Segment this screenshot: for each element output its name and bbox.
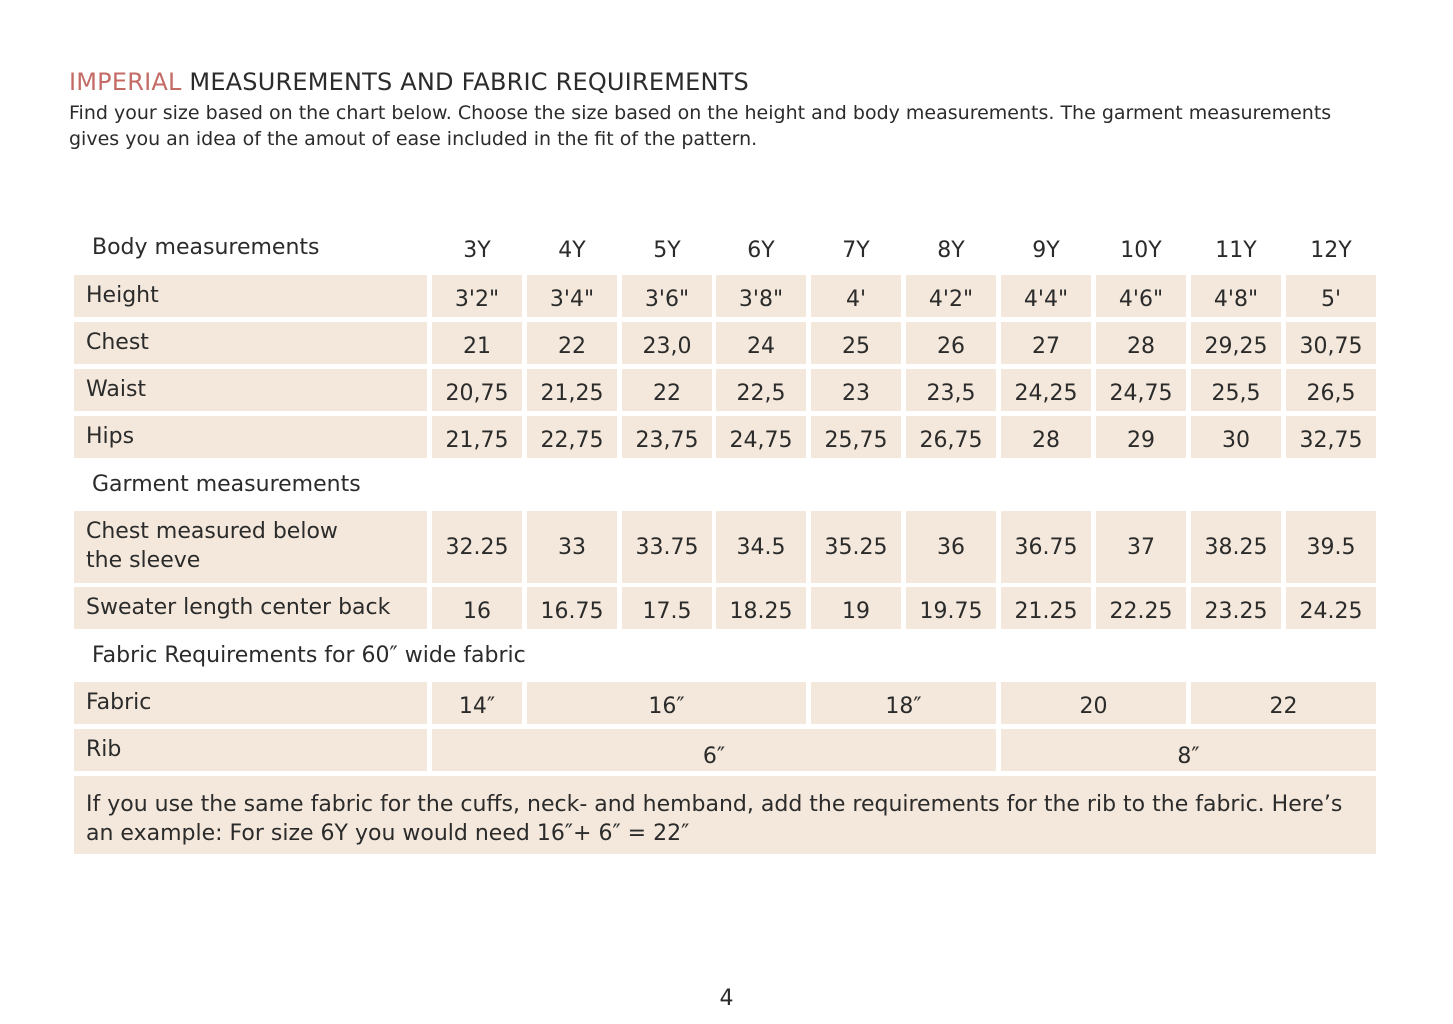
size-header: 8Y	[937, 237, 965, 263]
table-cell: 8″	[1001, 729, 1376, 771]
table-cell: 3'6"	[622, 275, 712, 317]
size-header: 7Y	[842, 237, 870, 263]
row-label: Hips	[74, 416, 427, 458]
table-cell: 23,75	[622, 416, 712, 458]
table-cell: 3'2"	[432, 275, 522, 317]
table-cell: 21,75	[432, 416, 522, 458]
table-cell: 33.75	[622, 511, 712, 583]
row-label: Chest measured below the sleeve	[74, 511, 427, 583]
table-cell: 25,75	[811, 416, 901, 458]
table-cell: 34.5	[716, 511, 806, 583]
table-cell: 22	[527, 322, 617, 364]
size-header: 9Y	[1032, 237, 1060, 263]
table-cell: 30	[1191, 416, 1281, 458]
size-header: 10Y	[1120, 237, 1162, 263]
row-label: Sweater length center back	[74, 587, 427, 629]
table-cell: 29	[1096, 416, 1186, 458]
rib-fabric-note: If you use the same fabric for the cuffs, neck- and hemband, add the requirements for the rib to the fabric. Here’s an example: For size 6Y you would need 16″+ 6″ = 22″	[74, 776, 1376, 854]
table-cell: 36.75	[1001, 511, 1091, 583]
table-cell: 22,75	[527, 416, 617, 458]
fabric-requirements-heading: Fabric Requirements for 60″ wide fabric	[92, 643, 526, 668]
table-cell: 20	[1001, 682, 1186, 724]
title-accent: IMPERIAL	[69, 68, 182, 96]
intro-text: Find your size based on the chart below. Choose the size based on the height and body measurements. The garment measurements gives you an idea of the amout of ease included in the fit of the pattern.	[69, 102, 1332, 150]
table-cell: 37	[1096, 511, 1186, 583]
table-cell: 26,75	[906, 416, 996, 458]
table-cell: 21	[432, 322, 522, 364]
row-label: Height	[74, 275, 427, 317]
table-cell: 19.75	[906, 587, 996, 629]
table-cell: 4'8"	[1191, 275, 1281, 317]
table-cell: 38.25	[1191, 511, 1281, 583]
table-cell: 24,75	[1096, 369, 1186, 411]
table-cell: 25	[811, 322, 901, 364]
size-header: 4Y	[558, 237, 586, 263]
table-cell: 22	[1191, 682, 1376, 724]
table-cell: 4'2"	[906, 275, 996, 317]
table-cell: 33	[527, 511, 617, 583]
table-cell: 36	[906, 511, 996, 583]
table-cell: 28	[1001, 416, 1091, 458]
table-cell: 4'4"	[1001, 275, 1091, 317]
table-cell: 24,25	[1001, 369, 1091, 411]
table-cell: 32.25	[432, 511, 522, 583]
table-cell: 16	[432, 587, 522, 629]
table-cell: 26	[906, 322, 996, 364]
table-cell: 3'4"	[527, 275, 617, 317]
table-cell: 21,25	[527, 369, 617, 411]
table-cell: 22.25	[1096, 587, 1186, 629]
table-cell: 18″	[811, 682, 996, 724]
size-header: 6Y	[747, 237, 775, 263]
table-cell: 19	[811, 587, 901, 629]
table-cell: 23	[811, 369, 901, 411]
table-cell: 39.5	[1286, 511, 1376, 583]
row-label: Fabric	[74, 682, 427, 724]
table-cell: 4'	[811, 275, 901, 317]
table-cell: 16.75	[527, 587, 617, 629]
size-header: 3Y	[463, 237, 491, 263]
table-cell: 4'6"	[1096, 275, 1186, 317]
table-cell: 14″	[432, 682, 522, 724]
table-cell: 18.25	[716, 587, 806, 629]
table-cell: 23,5	[906, 369, 996, 411]
table-cell: 22	[622, 369, 712, 411]
table-cell: 6″	[432, 729, 996, 771]
table-cell: 29,25	[1191, 322, 1281, 364]
size-header: 5Y	[653, 237, 681, 263]
table-cell: 26,5	[1286, 369, 1376, 411]
table-cell: 3'8"	[716, 275, 806, 317]
table-cell: 27	[1001, 322, 1091, 364]
page-title	[69, 68, 749, 96]
size-header: 12Y	[1310, 237, 1352, 263]
garment-measurements-heading: Garment measurements	[92, 472, 361, 497]
table-cell: 30,75	[1286, 322, 1376, 364]
table-cell: 22,5	[716, 369, 806, 411]
table-cell: 5'	[1286, 275, 1376, 317]
size-header: 11Y	[1215, 237, 1257, 263]
row-label: Waist	[74, 369, 427, 411]
body-measurements-heading: Body measurements	[92, 235, 320, 260]
title-rest: MEASUREMENTS AND FABRIC REQUIREMENTS	[181, 68, 749, 96]
table-cell: 20,75	[432, 369, 522, 411]
table-cell: 25,5	[1191, 369, 1281, 411]
page-number: 4	[719, 986, 734, 1011]
table-cell: 23,0	[622, 322, 712, 364]
table-cell: 16″	[527, 682, 806, 724]
row-label: Chest	[74, 322, 427, 364]
table-cell: 35.25	[811, 511, 901, 583]
table-cell: 28	[1096, 322, 1186, 364]
table-cell: 21.25	[1001, 587, 1091, 629]
table-cell: 32,75	[1286, 416, 1376, 458]
table-cell: 23.25	[1191, 587, 1281, 629]
table-cell: 24,75	[716, 416, 806, 458]
table-cell: 17.5	[622, 587, 712, 629]
table-cell: 24	[716, 322, 806, 364]
table-cell: 24.25	[1286, 587, 1376, 629]
row-label: Rib	[74, 729, 427, 771]
